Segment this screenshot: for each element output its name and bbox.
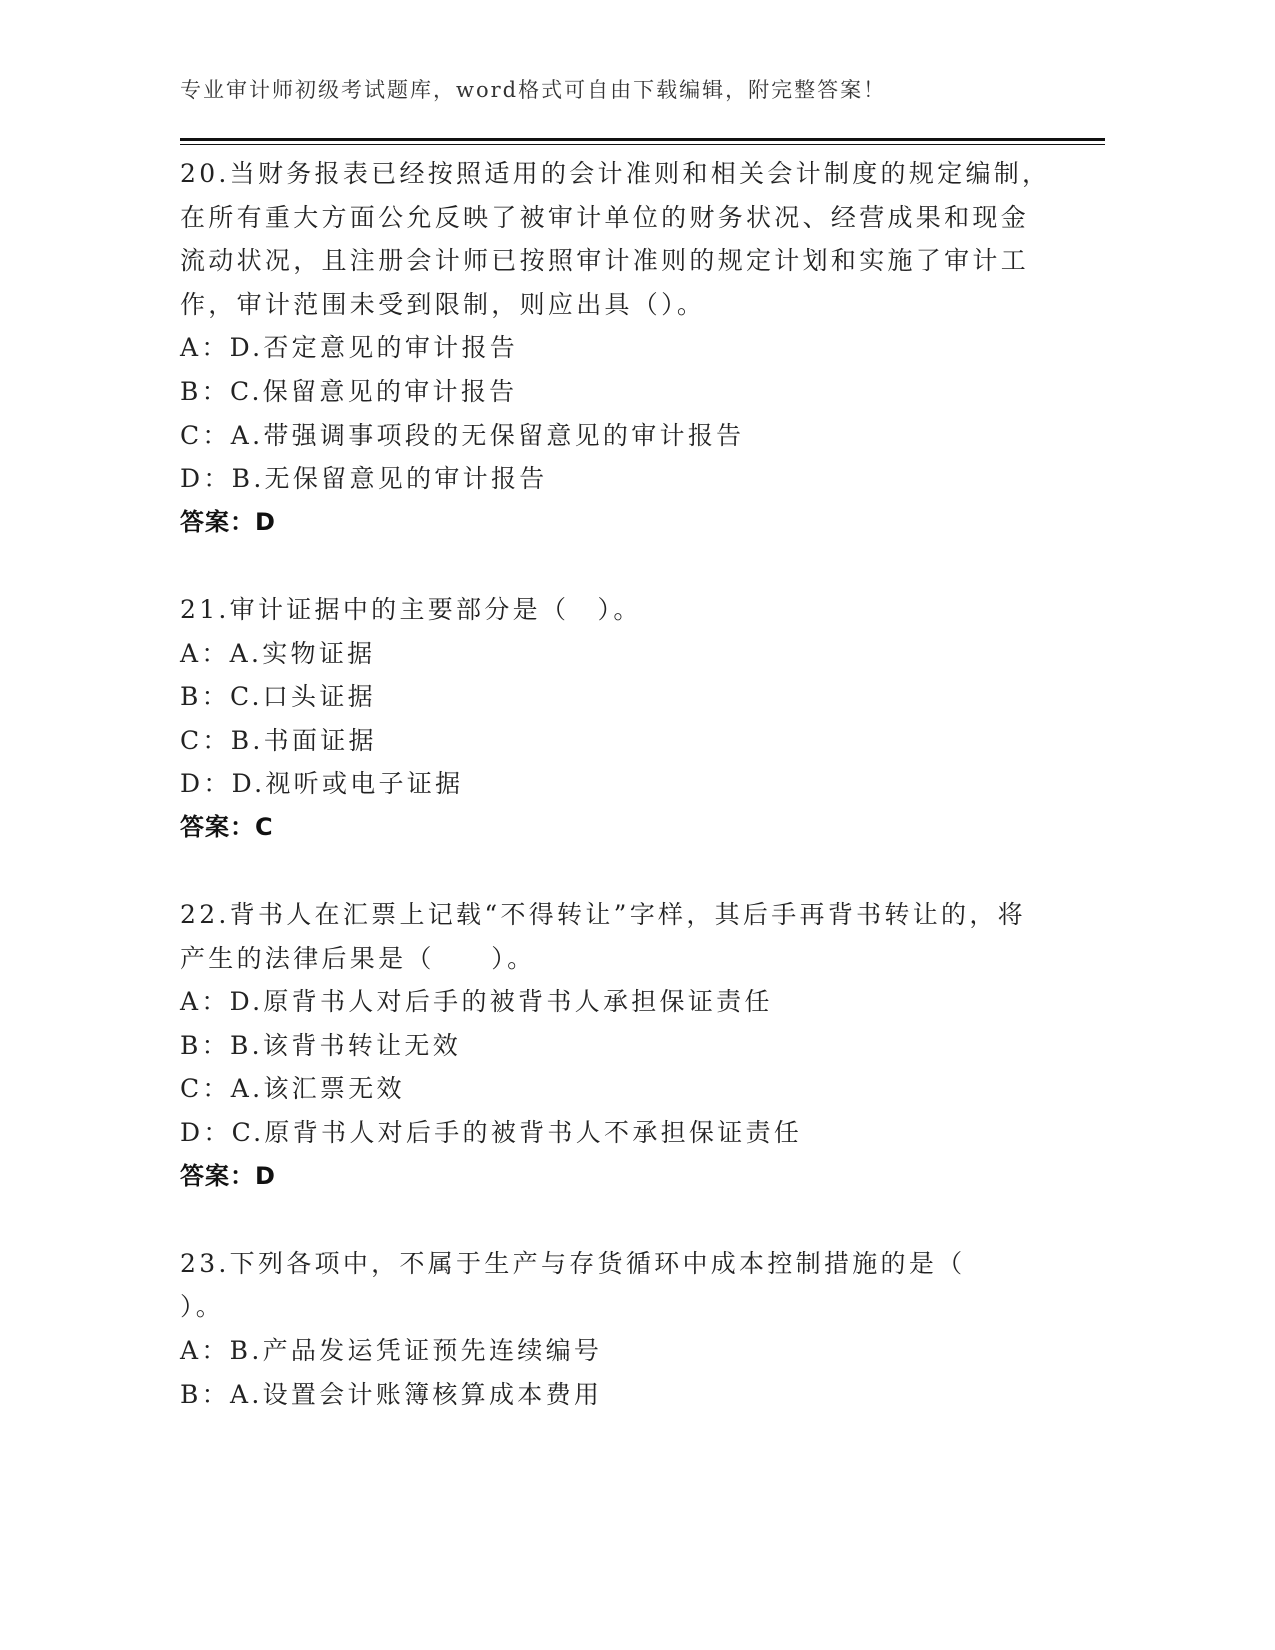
option-d: D：B.无保留意见的审计报告 [180, 464, 548, 494]
answer-label: 答案：D [180, 507, 276, 536]
option-a: A：D.原背书人对后手的被背书人承担保证责任 [180, 987, 773, 1017]
question-block [180, 1242, 1105, 1416]
question-text-line: 20.当财务报表已经按照适用的会计准则和相关会计制度的规定编制， [180, 159, 1051, 188]
question-block [180, 588, 1105, 850]
question-block [180, 152, 1105, 544]
question-text-line: 作，审计范围未受到限制，则应出具（）。 [180, 289, 706, 319]
question-text-line: 22.背书人在汇票上记载“不得转让”字样，其后手再背书转让的，将 [180, 900, 1026, 930]
question-block [180, 893, 1105, 1198]
question-spacer [180, 850, 1105, 894]
page-header: 专业审计师初级考试题库，word格式可自由下载编辑，附完整答案！ [180, 78, 887, 102]
question-spacer [180, 544, 1105, 588]
answer-label: 答案：D [180, 1161, 276, 1190]
option-a: A：D.否定意见的审计报告 [180, 333, 519, 363]
question-text-line: 21.审计证据中的主要部分是（ ）。 [180, 594, 642, 624]
option-a: A：B.产品发运凭证预先连续编号 [180, 1336, 603, 1366]
header-rule-thick [180, 138, 1105, 141]
option-d: D：C.原背书人对后手的被背书人不承担保证责任 [180, 1118, 803, 1148]
option-c: C：A.带强调事项段的无保留意见的审计报告 [180, 420, 745, 450]
question-text-line: 产生的法律后果是（ ）。 [180, 943, 536, 973]
answer-label: 答案：C [180, 812, 274, 841]
question-list [180, 152, 1105, 1416]
option-b: B：A.设置会计账簿核算成本费用 [180, 1379, 603, 1409]
option-d: D：D.视听或电子证据 [180, 769, 464, 799]
question-text-line: ）。 [180, 1292, 225, 1322]
option-b: B：C.口头证据 [180, 682, 376, 712]
option-c: C：B.书面证据 [180, 725, 377, 755]
question-spacer [180, 1198, 1105, 1242]
option-a: A：A.实物证据 [180, 638, 376, 668]
option-b: B：B.该背书转让无效 [180, 1030, 461, 1060]
question-text-line: 流动状况，且注册会计师已按照审计准则的规定计划和实施了审计工 [180, 246, 1030, 276]
question-text-line: 在所有重大方面公允反映了被审计单位的财务状况、经营成果和现金 [180, 202, 1030, 232]
header-rule-thin [180, 144, 1105, 145]
question-text-line: 23.下列各项中，不属于生产与存货循环中成本控制措施的是（ [180, 1248, 966, 1278]
option-b: B：C.保留意见的审计报告 [180, 376, 518, 406]
option-c: C：A.该汇票无效 [180, 1074, 405, 1104]
